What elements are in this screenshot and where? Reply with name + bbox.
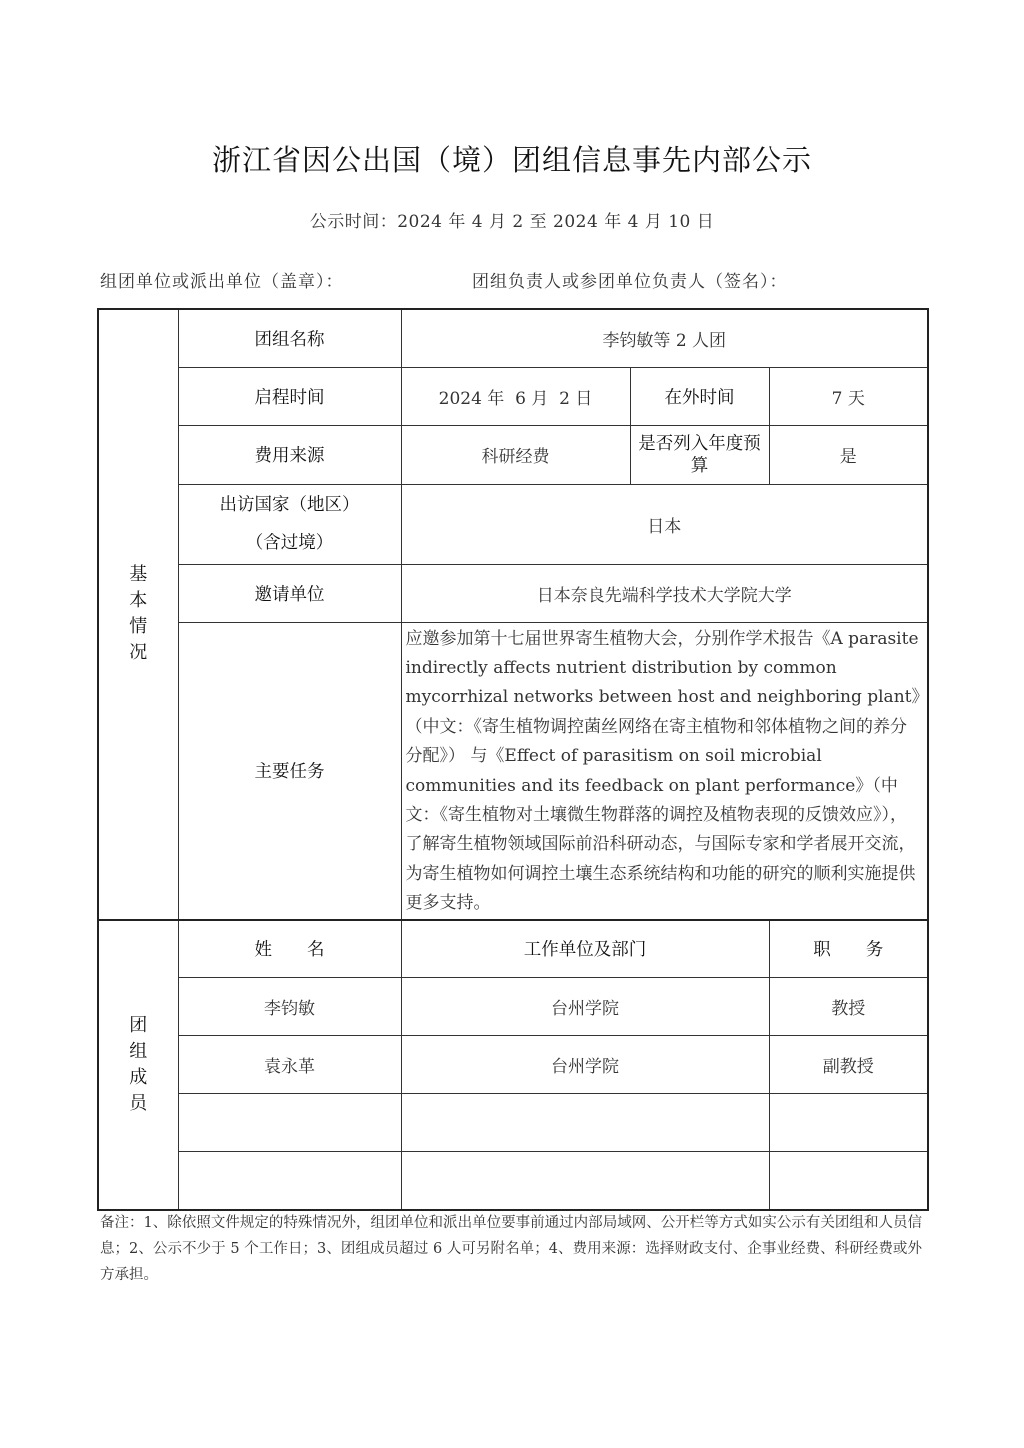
departure-label: 启程时间	[178, 367, 401, 425]
group-name-value: 李钧敏等 2 人团	[401, 309, 928, 367]
budget-included-label: 是否列入年度预算	[630, 425, 769, 484]
departure-value: 2024 年 6 月 2 日	[401, 367, 630, 425]
members-section-label: 团组成员	[98, 920, 178, 1210]
member-position: 副教授	[769, 1036, 928, 1094]
destination-country-value: 日本	[401, 484, 928, 564]
sign-organizer-label: 组团单位或派出单位（盖章）：	[100, 272, 344, 292]
member-unit: 台州学院	[401, 1036, 769, 1094]
member-unit: 台州学院	[401, 978, 769, 1036]
member-position-header: 职 务	[769, 920, 928, 978]
publish-time: 公示时间：2024 年 4 月 2 至 2024 年 4 月 10 日	[309, 212, 715, 232]
sign-leader-label: 团组负责人或参团单位负责人（签名）：	[472, 272, 788, 292]
member-name-header: 姓 名	[178, 920, 401, 978]
member-name: 李钧敏	[178, 978, 401, 1036]
main-task-text: 应邀参加第十七届世界寄生植物大会，分别作学术报告《A parasite indirectly affects nutrient distribution by common mycorrhizal networks between host and neighboring plant》（中文：《寄生植物调控菌丝网络在寄主植物和邻体植物之间的养分分配》） 与《Effect of parasitism on soil microbial communities and its feedback on plant performance》（中文：《寄生植物对土壤微生物群落的调控及植物表现的反馈效应》），了解寄生植物领域国际前沿科研动态，与国际专家和学者展开交流，为寄生植物如何调控土壤生态系统结构和功能的研究的顺利实施提供更多支持。	[401, 622, 928, 920]
member-name	[178, 1152, 401, 1210]
member-position	[769, 1094, 928, 1152]
member-position: 教授	[769, 978, 928, 1036]
destination-country-label: 出访国家（地区） （含过境）	[178, 484, 401, 564]
member-unit	[401, 1152, 769, 1210]
funding-source-label: 费用来源	[178, 425, 401, 484]
page-title: 浙江省因公出国（境）团组信息事先内部公示	[211, 143, 812, 177]
table-row	[98, 978, 928, 1036]
abroad-duration-value: 7 天	[769, 367, 928, 425]
member-unit-header: 工作单位及部门	[401, 920, 769, 978]
abroad-duration-label: 在外时间	[630, 367, 769, 425]
main-task-label: 主要任务	[178, 622, 401, 920]
basic-info-section-label: 基本情况	[98, 309, 178, 920]
member-position	[769, 1152, 928, 1210]
disclosure-table	[97, 308, 929, 1211]
budget-included-value: 是	[769, 425, 928, 484]
table-row	[98, 1036, 928, 1094]
group-name-label: 团组名称	[178, 309, 401, 367]
member-name: 袁永革	[178, 1036, 401, 1094]
table-row	[98, 1094, 928, 1152]
funding-source-value: 科研经费	[401, 425, 630, 484]
member-unit	[401, 1094, 769, 1152]
inviting-organization-label: 邀请单位	[178, 564, 401, 622]
inviting-organization-value: 日本奈良先端科学技术大学院大学	[401, 564, 928, 622]
footnote: 备注：1、除依照文件规定的特殊情况外，组团单位和派出单位要事前通过内部局域网、公开栏等方式如实公示有关团组和人员信息；2、公示不少于 5 个工作日；3、团组成员超过 6 人可另附名单；4、费用来源：选择财政支付、企事业经费、科研经费或外方承担。	[100, 1215, 922, 1283]
table-row	[98, 1152, 928, 1210]
member-name	[178, 1094, 401, 1152]
